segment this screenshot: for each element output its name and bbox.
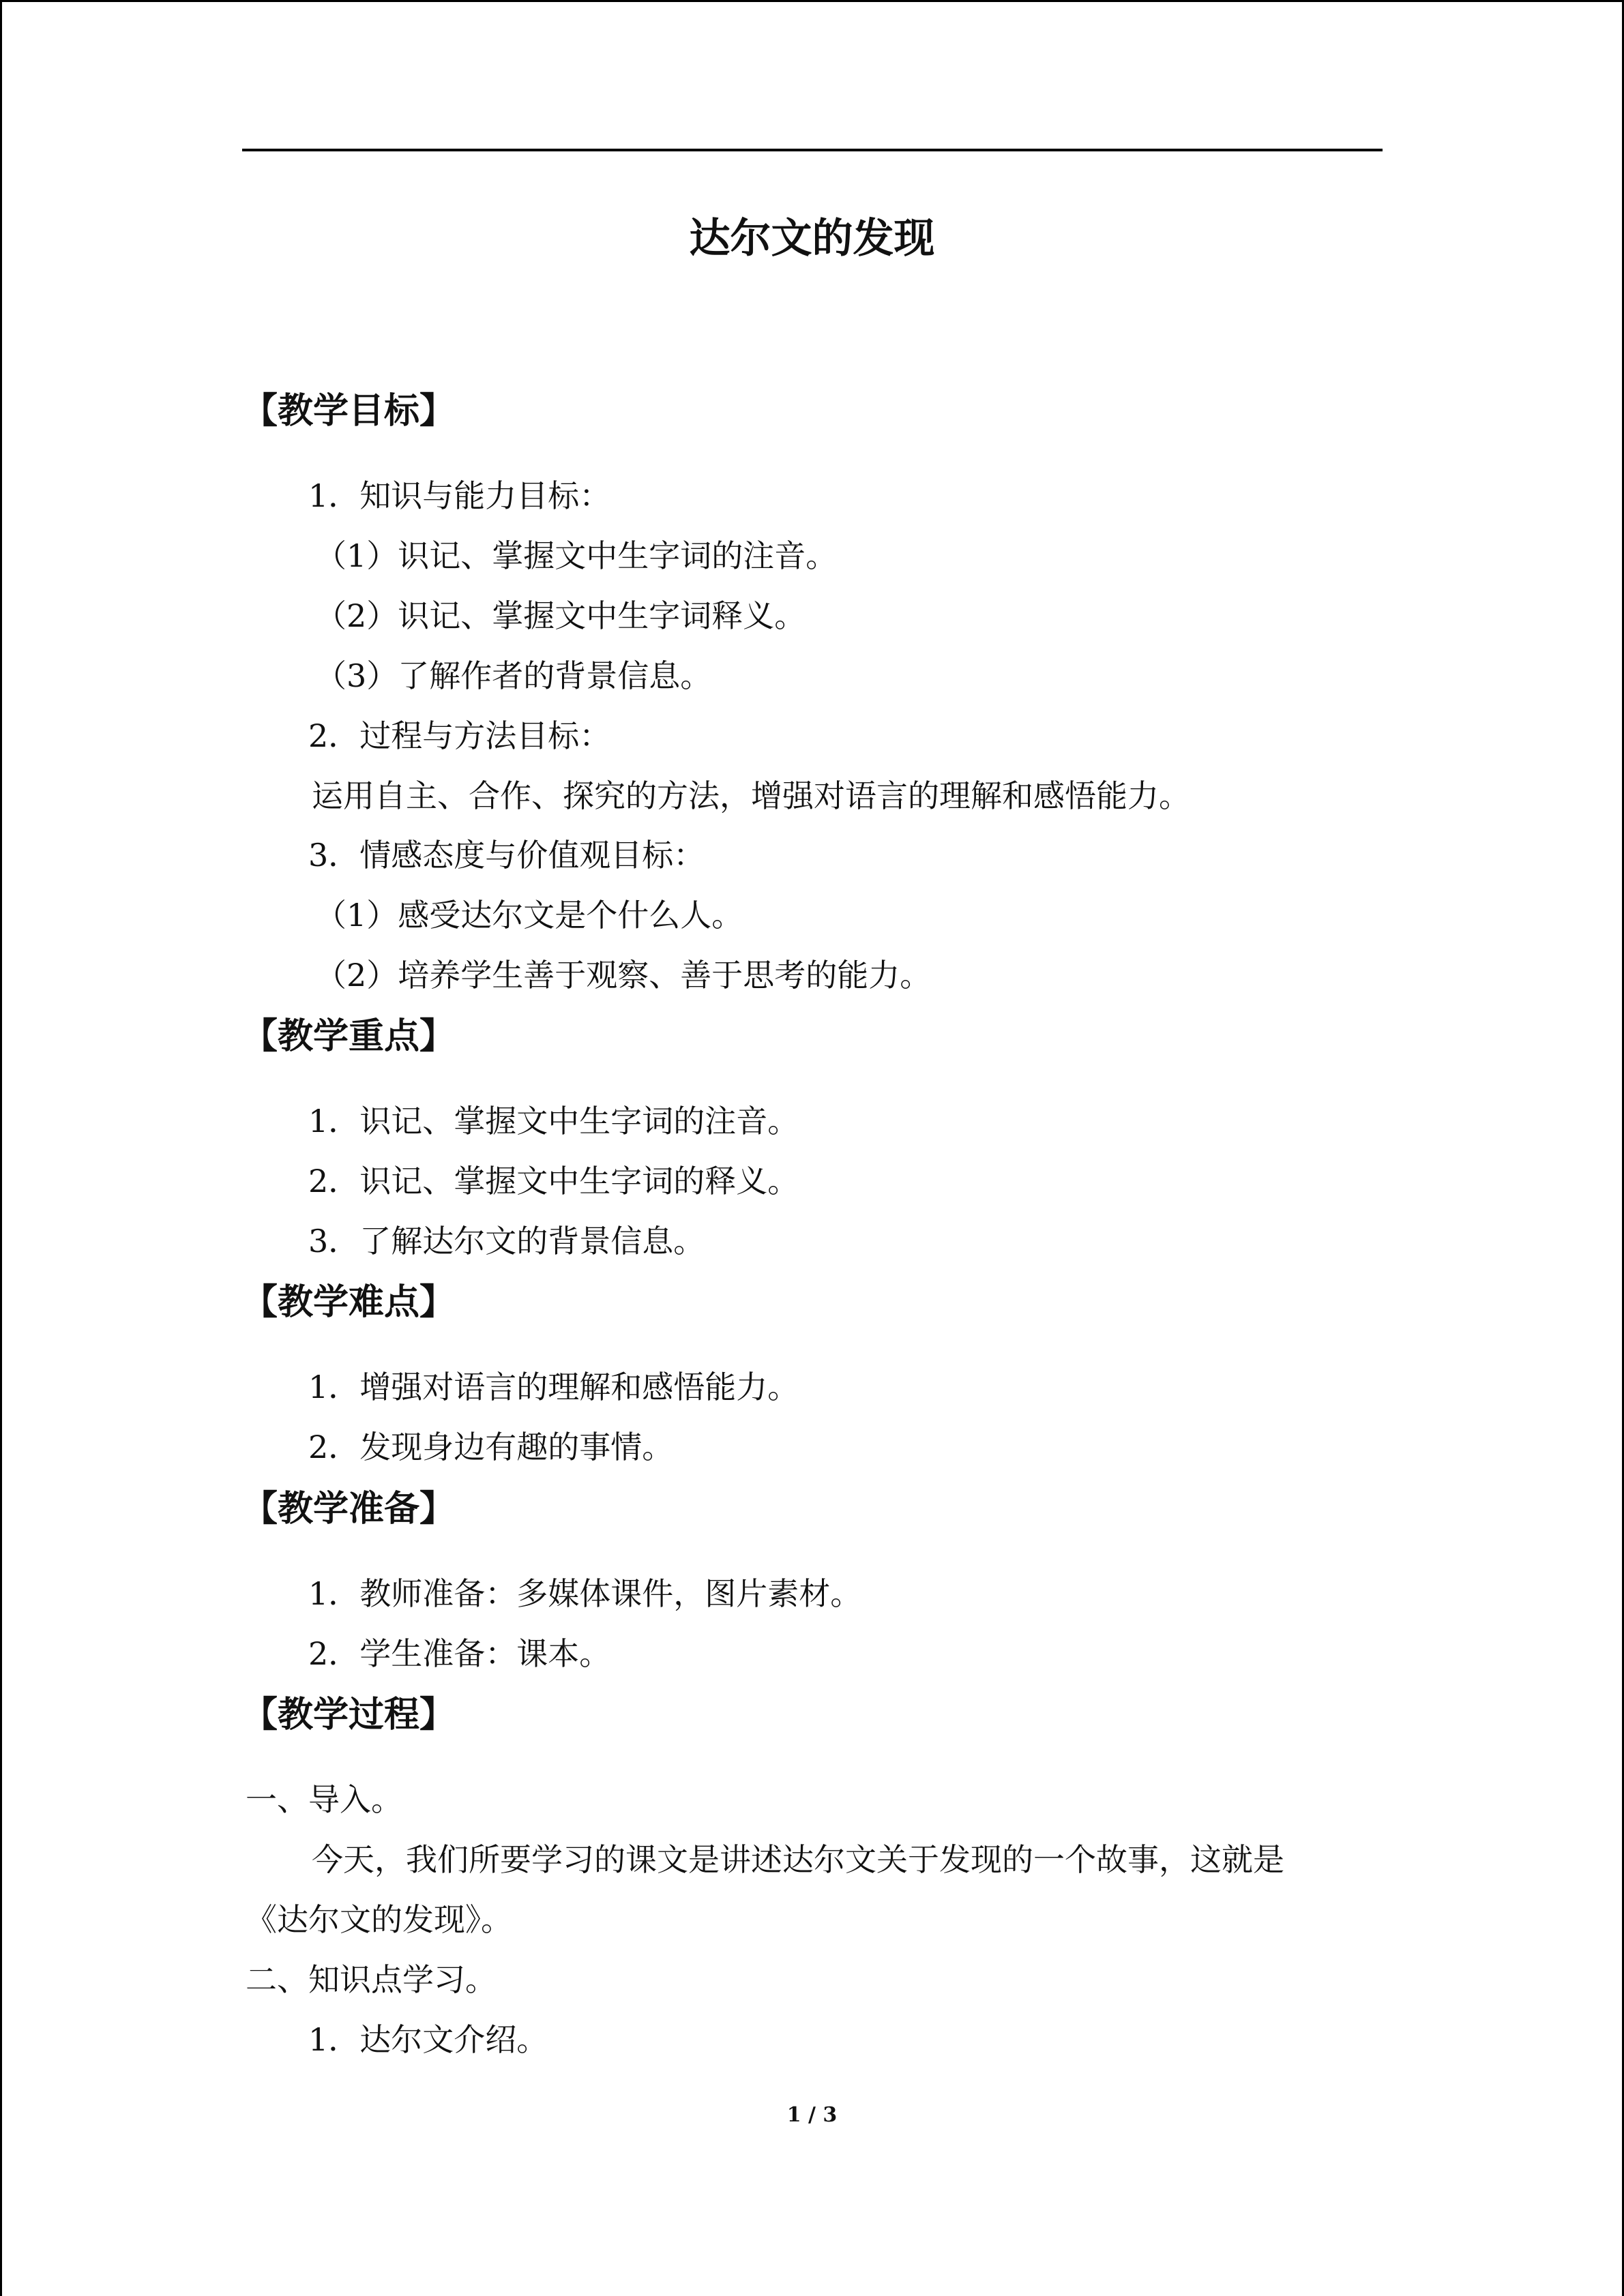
process-line: 一、导入。	[246, 1781, 402, 1818]
key-point-line: 1．识记、掌握文中生字词的注音。	[308, 1103, 799, 1139]
key-point-line: 2．识记、掌握文中生字词的释义。	[308, 1163, 799, 1199]
section-heading-process: 【教学过程】	[242, 1695, 456, 1735]
objective-line: 1．知识与能力目标：	[308, 477, 611, 514]
objective-line: 3．情感态度与价值观目标：	[308, 837, 705, 874]
objective-line: 2．过程与方法目标：	[308, 717, 611, 754]
process-line: 今天，我们所要学习的课文是讲述达尔文关于发现的一个故事，这就是	[312, 1841, 1284, 1878]
objective-line: 运用自主、合作、探究的方法，增强对语言的理解和感悟能力。	[312, 777, 1190, 814]
process-line: 1．达尔文介绍。	[308, 2021, 548, 2058]
objective-line: （1）识记、掌握文中生字词的注音。	[315, 537, 838, 574]
key-point-line: 3．了解达尔文的背景信息。	[308, 1223, 705, 1259]
page-number: 1 / 3	[786, 2103, 838, 2127]
process-line: 二、知识点学习。	[246, 1961, 497, 1998]
document-title: 达尔文的发现	[689, 215, 935, 263]
process-line: 《达尔文的发现》。	[246, 1901, 512, 1938]
objective-line: （2）识记、掌握文中生字词释义。	[315, 597, 806, 634]
difficulty-line: 2．发现身边有趣的事情。	[308, 1429, 674, 1465]
section-heading-difficulties: 【教学难点】	[242, 1282, 456, 1323]
header-rule	[242, 149, 1383, 151]
preparation-line: 2．学生准备：课本。	[308, 1635, 611, 1672]
difficulty-line: 1．增强对语言的理解和感悟能力。	[308, 1369, 799, 1405]
objective-line: （3）了解作者的背景信息。	[315, 657, 712, 694]
section-heading-objectives: 【教学目标】	[242, 391, 456, 432]
objective-line: （2）培养学生善于观察、善于思考的能力。	[315, 957, 932, 994]
section-heading-preparation: 【教学准备】	[242, 1489, 456, 1530]
section-heading-key-points: 【教学重点】	[242, 1016, 456, 1057]
objective-line: （1）感受达尔文是个什么人。	[315, 897, 743, 934]
preparation-line: 1．教师准备：多媒体课件，图片素材。	[308, 1575, 862, 1612]
